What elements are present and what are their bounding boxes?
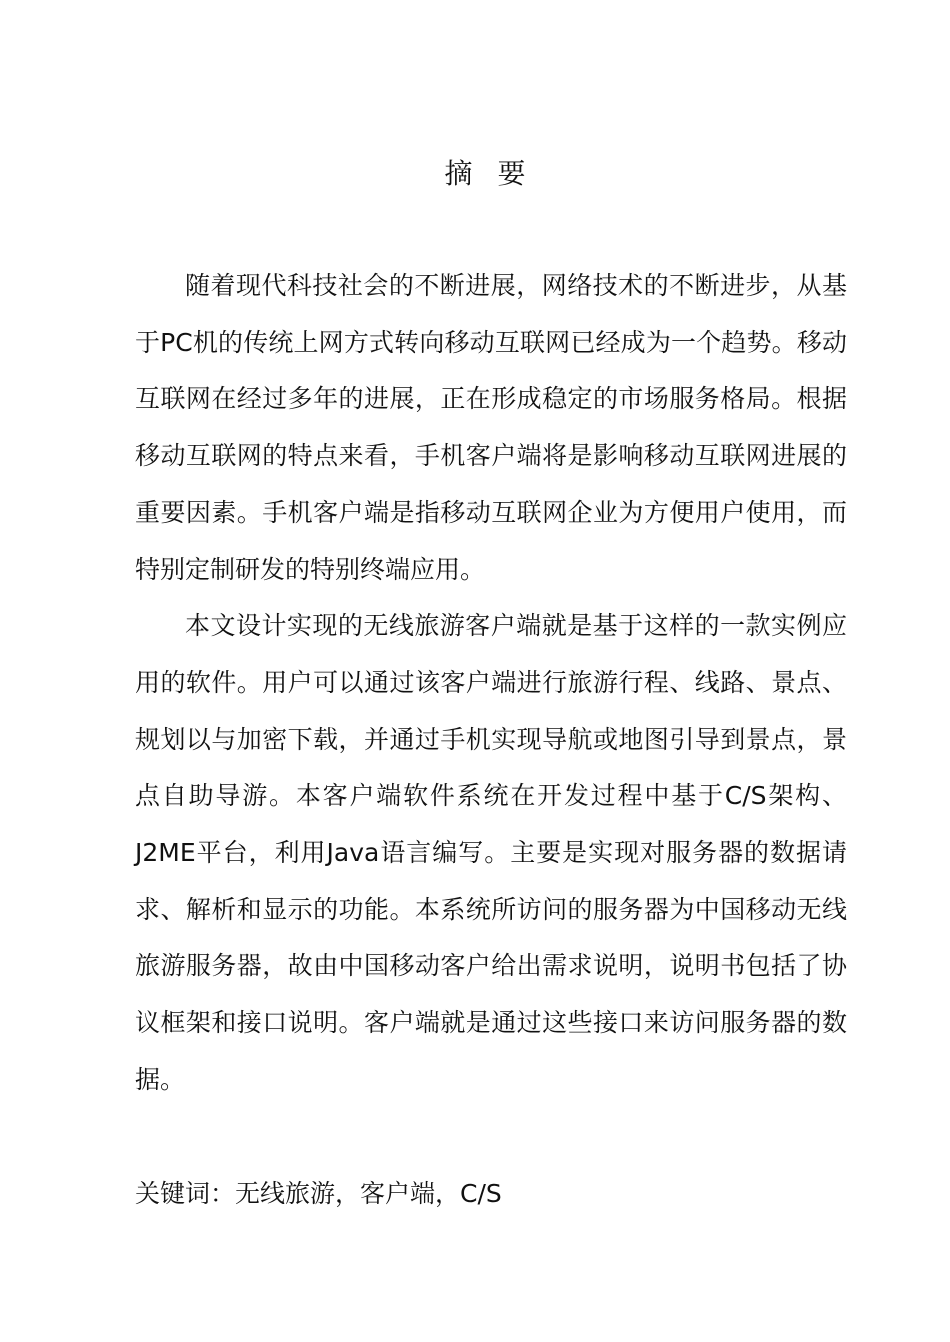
abstract-title: 摘 要: [444, 157, 534, 190]
abstract-paragraph-1: 随着现代科技社会的不断进展，网络技术的不断进步，从基于PC机的传统上网方式转向移动互联网已经成为一个趋势。移动互联网在经过多年的进展，正在形成稳定的市场服务格局。根据移动互联网的特点来看，手机客户端将是影响移动互联网进展的重要因素。手机客户端是指移动互联网企业为方便用户使用，而特别定制研发的特别终端应用。: [135, 271, 847, 584]
keywords-line: 关键词：无线旅游，客户端，C/S: [135, 1179, 502, 1208]
abstract-paragraph-2: 本文设计实现的无线旅游客户端就是基于这样的一款实例应用的软件。用户可以通过该客户端进行旅游行程、线路、景点、规划以与加密下载，并通过手机实现导航或地图引导到景点，景点自助导游。本客户端软件系统在开发过程中基于C/S架构、J2ME平台，利用Java语言编写。主要是实现对服务器的数据请求、解析和显示的功能。本系统所访问的服务器为中国移动无线旅游服务器，故由中国移动客户给出需求说明，说明书包括了协议框架和接口说明。客户端就是通过这些接口来访问服务器的数据。: [135, 611, 847, 1094]
abstract-body: [135, 258, 847, 1109]
